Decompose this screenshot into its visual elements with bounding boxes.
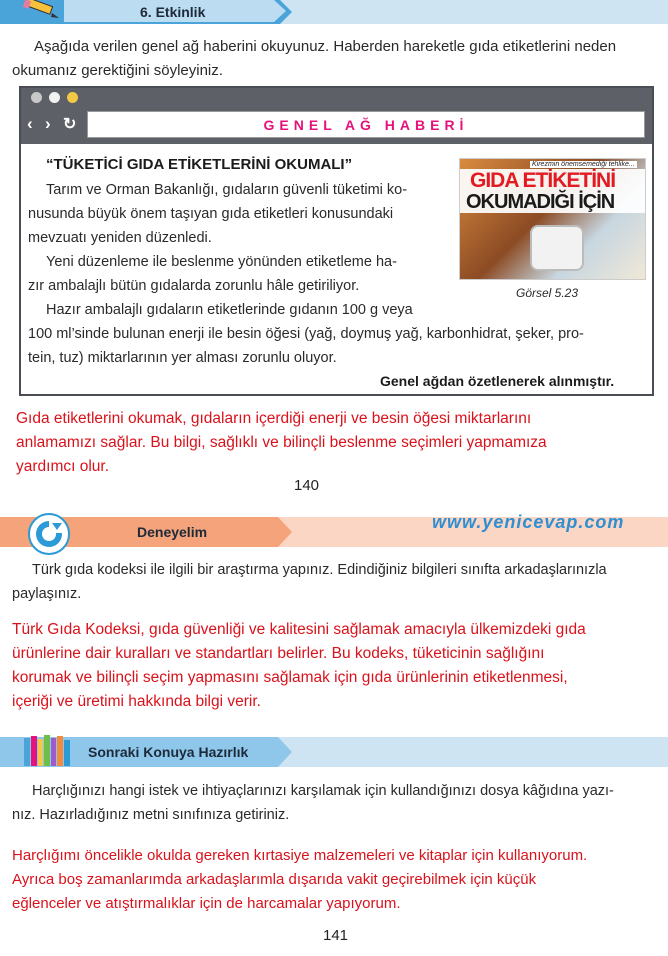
activity-instruction-line2: okumanız gerektiğini söyleyiniz. <box>12 62 223 79</box>
activity-instruction-line1: Aşağıda verilen genel ağ haberini okuyunuz. Haberden hareketle gıda etiketlerini neden <box>34 38 617 55</box>
news-line-5: zır ambalajlı bütün gıdalarda zorunlu hâle getiriliyor. <box>28 278 360 294</box>
experiment-answer-2: ürünlerine dair kuralları ve standartları belirler. Bu kodeks, tüketicinin sağlığını <box>12 645 545 662</box>
news-headline: “TÜKETİCİ GIDA ETİKETLERİNİ OKUMALI” <box>46 156 353 173</box>
experiment-answer-3: korumak ve bilinçli seçim yapmasını sağlamak için gıda ürünlerinin etiketlenmesi, <box>12 669 568 686</box>
photo-caption: Görsel 5.23 <box>516 286 579 300</box>
answer-line-1: Gıda etiketlerini okumak, gıdaların içerdiği enerji ve besin öğesi miktarlarını <box>16 410 532 427</box>
answer-line-2: anlamamızı sağlar. Bu bilgi, sağlıklı ve bilinçli beslenme seçimleri yapmamıza <box>16 434 547 451</box>
news-line-2: nusunda büyük önem taşıyan gıda etiketleri konusundaki <box>28 206 394 222</box>
reload-icon[interactable]: ↻ <box>63 116 77 133</box>
experiment-instruction-line2: paylaşınız. <box>12 586 82 602</box>
news-line-6: Hazır ambalajlı gıdaların etiketlerinde gıdanın 100 g veya <box>46 302 413 318</box>
news-line-3: mevzuatı yeniden düzenledi. <box>28 230 212 246</box>
photo-headline-2: OKUMADIĞI İÇİN <box>466 191 615 213</box>
experiment-instruction-line1: Türk gıda kodeksi ile ilgili bir araştırma yapınız. Edindiğiniz bilgileri sınıfta arkadaşlarınızla <box>32 562 607 578</box>
news-line-4: Yeni düzenleme ile beslenme yönünden etiketleme ha- <box>46 254 397 270</box>
photo-top-text: Kirezmin önemsemediği tehlike... <box>532 161 635 168</box>
next-topic-instruction-line2: nız. Hazırladığınız metni sınıfınıza getiriniz. <box>12 807 290 823</box>
window-dot-yellow[interactable] <box>67 92 78 103</box>
watermark: www.yenicevap.com <box>432 512 625 532</box>
address-bar[interactable]: GENEL AĞ HABERİ <box>87 111 645 138</box>
next-topic-instruction-line1: Harçlığınızı hangi istek ve ihtiyaçlarınızı karşılamak için kullandığınızı dosya kâğıdına yazı- <box>32 783 614 799</box>
next-topic-answer-2: Ayrıca boş zamanlarımda arkadaşlarımla dışarıda vakit geçirebilmek için küçük <box>12 871 537 888</box>
photo-can-graphic <box>530 225 584 271</box>
next-topic-answer-3: eğlenceler ve atıştırmalıklar için de harcamalar yapıyorum. <box>12 895 401 912</box>
forward-arrow-icon[interactable]: › <box>45 114 51 133</box>
page-number-141: 141 <box>323 927 349 944</box>
browser-toolbar <box>21 108 652 144</box>
news-line-7: 100 ml’sinde bulunan enerji ile besin öğesi (yağ, doymuş yağ, karbonhidrat, şeker, pro- <box>28 326 584 342</box>
photo-headline-1: GIDA ETİKETİNİ <box>470 169 616 192</box>
window-dot-white[interactable] <box>49 92 60 103</box>
experiment-answer-1: Türk Gıda Kodeksi, gıda güvenliği ve kalitesini sağlamak amacıyla ülkemizdeki gıda <box>12 621 586 638</box>
window-dot-gray[interactable] <box>31 92 42 103</box>
back-arrow-icon[interactable]: ‹ <box>27 114 33 133</box>
pencil-icon <box>22 0 62 20</box>
activity-title: 6. Etkinlik <box>140 4 206 20</box>
next-topic-title: Sonraki Konuya Hazırlık <box>88 744 249 760</box>
news-source: Genel ağdan özetlenerek alınmıştır. <box>380 373 615 389</box>
food-label-photo <box>459 158 646 280</box>
news-line-1: Tarım ve Orman Bakanlığı, gıdaların güvenli tüketimi ko- <box>46 182 408 198</box>
answer-line-3: yardımcı olur. <box>16 458 110 475</box>
refresh-icon <box>28 513 70 555</box>
books-icon <box>22 734 74 768</box>
page-number-140: 140 <box>294 477 320 494</box>
next-topic-answer-1: Harçlığımı öncelikle okulda gereken kırtasiye malzemeleri ve kitaplar için kullanıyorum. <box>12 847 588 864</box>
news-line-8: tein, tuz) miktarlarının yer alması zorunlu oluyor. <box>28 350 337 366</box>
experiment-title: Deneyelim <box>137 524 208 540</box>
experiment-answer-4: içeriği ve üretimi hakkında bilgi verir. <box>12 693 261 710</box>
browser-titlebar <box>21 88 652 108</box>
